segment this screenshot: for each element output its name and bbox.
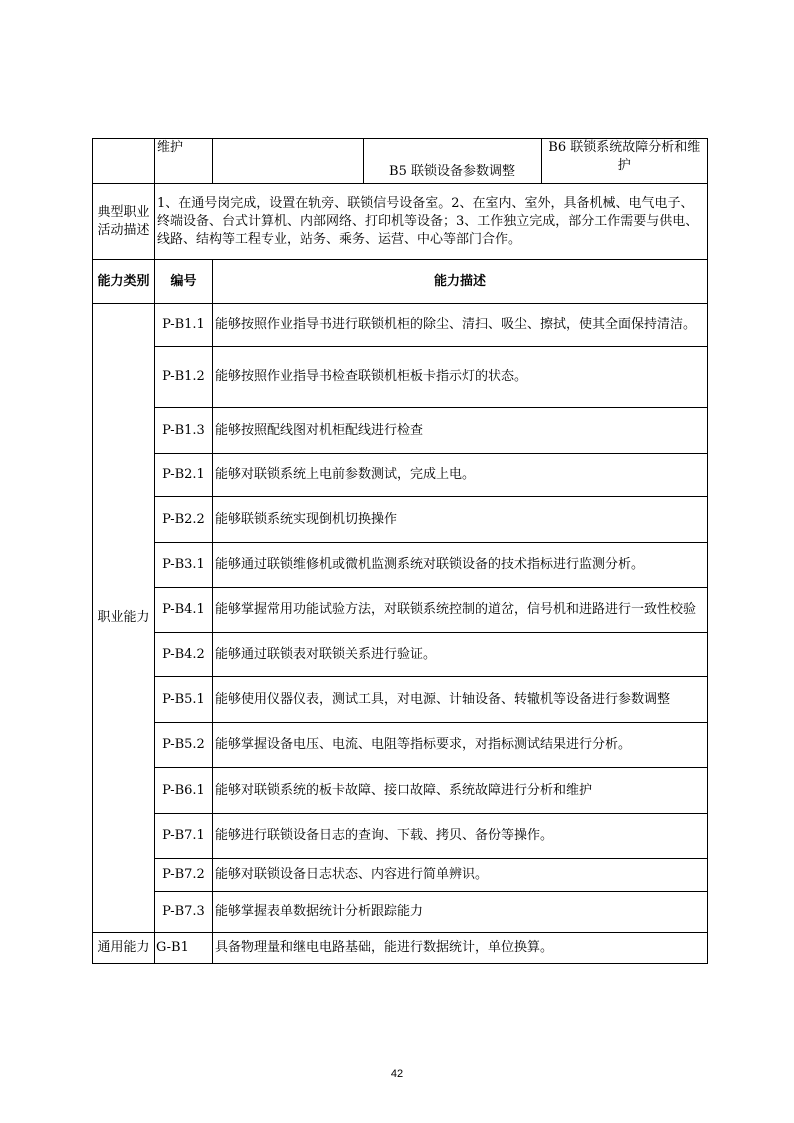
header-category: 能力类别: [93, 260, 155, 304]
row-desc: 能够按照配线图对机柜配线进行检查: [213, 408, 708, 454]
row-desc: 能够通过联锁表对联锁关系进行验证。: [213, 633, 708, 677]
task-row: [93, 139, 708, 184]
row-desc: 能够掌握表单数据统计分析跟踪能力: [213, 892, 708, 933]
row-desc: 能够使用仪器仪表，测试工具，对电源、计轴设备、转辙机等设备进行参数调整: [213, 677, 708, 723]
table-row: [93, 859, 708, 892]
table-row: [93, 814, 708, 859]
row-desc: 能够联锁系统实现倒机切换操作: [213, 497, 708, 543]
activity-row: [93, 184, 708, 260]
general-code: G-B1: [155, 933, 213, 964]
row-code: P-B7.2: [155, 859, 213, 892]
table-row: [93, 408, 708, 454]
row-code: P-B2.2: [155, 497, 213, 543]
task-subcells: [213, 139, 708, 184]
row-desc: 能够对联锁设备日志状态、内容进行简单辨识。: [213, 859, 708, 892]
row-code: P-B4.1: [155, 588, 213, 633]
row-code: P-B6.1: [155, 768, 213, 814]
task-cell-maintain: 维护: [155, 139, 213, 184]
table-row: [93, 588, 708, 633]
row-code: P-B7.3: [155, 892, 213, 933]
general-label: 通用能力: [93, 933, 155, 964]
table-row: [93, 633, 708, 677]
table-row: [93, 347, 708, 408]
task-b6: B6 联锁系统故障分析和维护: [548, 140, 701, 173]
table-row: [93, 892, 708, 933]
row-desc: 能够进行联锁设备日志的查询、下载、拷贝、备份等操作。: [213, 814, 708, 859]
row-desc: 能够通过联锁维修机或微机监测系统对联锁设备的技术指标进行监测分析。: [213, 543, 708, 588]
header-desc: 能力描述: [213, 260, 708, 304]
general-desc: 具备物理量和继电电路基础，能进行数据统计，单位换算。: [213, 933, 708, 964]
row-code: P-B7.1: [155, 814, 213, 859]
blank-cell: [93, 139, 155, 184]
row-desc: 能够掌握常用功能试验方法，对联锁系统控制的道岔，信号机和进路进行一致性校验: [213, 588, 708, 633]
task-b5: B5 联锁设备参数调整: [363, 139, 541, 183]
table-row: [93, 454, 708, 497]
row-code: P-B1.2: [155, 347, 213, 408]
task-cell-empty: [213, 139, 363, 183]
row-desc: 能够按照作业指导书进行联锁机柜的除尘、清扫、吸尘、擦拭，使其全面保持清洁。: [213, 304, 708, 347]
table-row: [93, 543, 708, 588]
table-row: [93, 304, 708, 347]
row-code: P-B3.1: [155, 543, 213, 588]
row-desc: 能够对联锁系统的板卡故障、接口故障、系统故障进行分析和维护: [213, 768, 708, 814]
row-code: P-B5.1: [155, 677, 213, 723]
page-number: 42: [390, 1068, 404, 1080]
table-row: [93, 768, 708, 814]
row-code: P-B4.2: [155, 633, 213, 677]
activity-text: 1、在通号岗完成，设置在轨旁、联锁信号设备室。2、在室内、室外，具备机械、电气电子、终端设备、台式计算机、内部网络、打印机等设备；3、工作独立完成，部分工作需要与供电、线路、结构等工程专业，站务、乘务、运营、中心等部门合作。: [155, 184, 708, 260]
table-row: [93, 497, 708, 543]
row-code: P-B1.3: [155, 408, 213, 454]
header-row: [93, 260, 708, 304]
general-row: [93, 933, 708, 964]
row-desc: 能够对联锁系统上电前参数测试，完成上电。: [213, 454, 708, 497]
row-code: P-B5.2: [155, 723, 213, 768]
row-desc: 能够按照作业指导书检查联锁机柜板卡指示灯的状态。: [213, 347, 708, 408]
row-desc: 能够掌握设备电压、电流、电阻等指标要求，对指标测试结果进行分析。: [213, 723, 708, 768]
row-code: P-B2.1: [155, 454, 213, 497]
vocational-label: 职业能力: [93, 304, 155, 933]
table-row: [93, 677, 708, 723]
table-row: [93, 723, 708, 768]
competency-table: [92, 138, 708, 964]
activity-label: 典型职业活动描述: [93, 184, 155, 260]
row-code: P-B1.1: [155, 304, 213, 347]
header-code: 编号: [155, 260, 213, 304]
